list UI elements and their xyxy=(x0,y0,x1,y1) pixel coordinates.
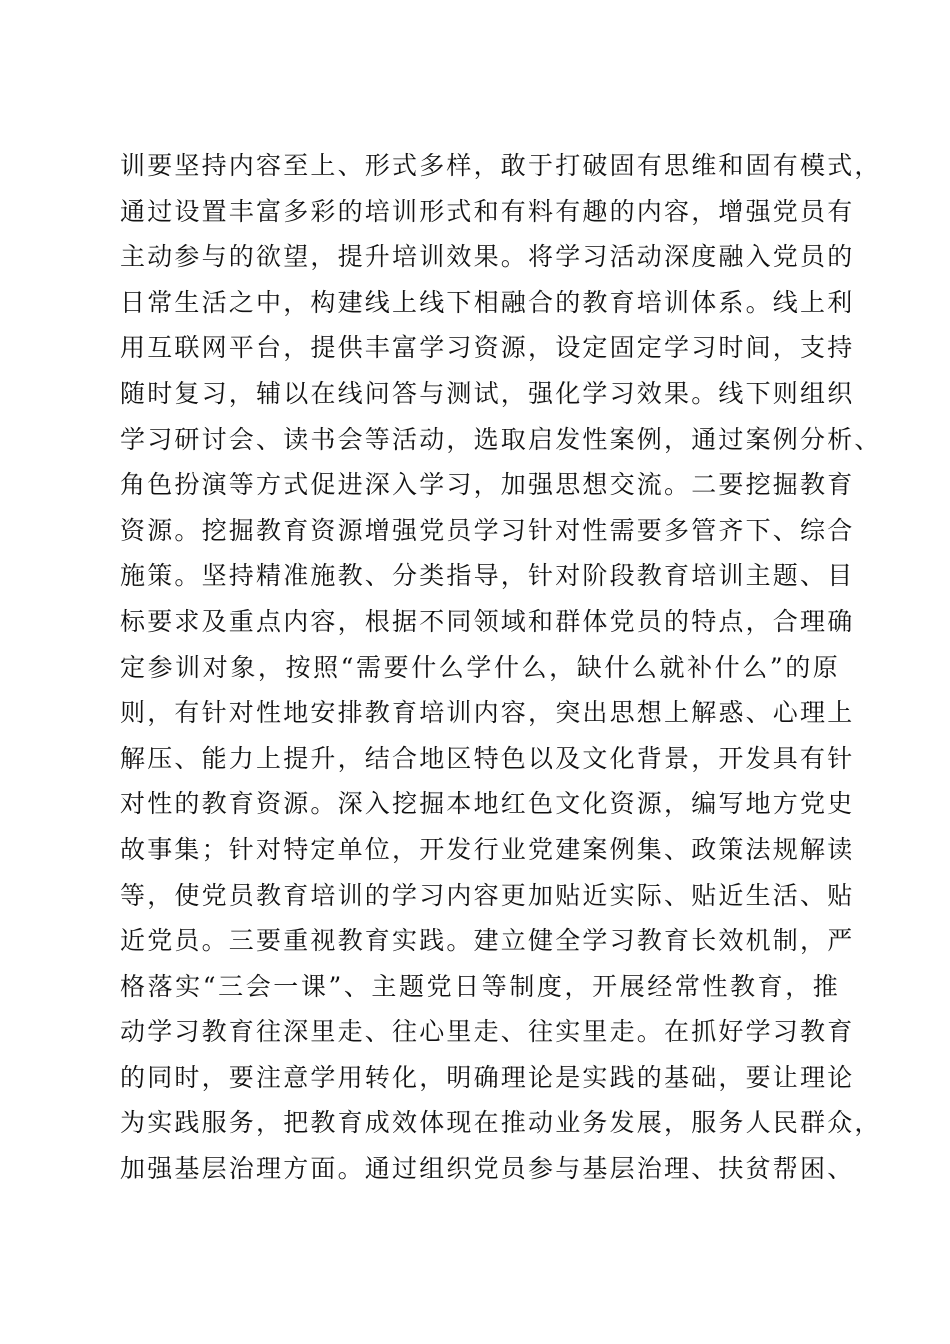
text-line-22: 为实践服务，把教育成效体现在推动业务发展，服务人民群众， xyxy=(120,1108,882,1138)
text-line-18: 近党员。三要重视教育实践。建立健全学习教育长效机制，严 xyxy=(120,926,855,956)
text-line-14: 解压、能力上提升，结合地区特色以及文化背景，开发具有针 xyxy=(120,743,855,773)
body-text xyxy=(120,143,882,1192)
text-line-9: 资源。挖掘教育资源增强党员学习针对性需要多管齐下、综合 xyxy=(120,515,855,545)
text-line-1: 训要坚持内容至上、形式多样，敢于打破固有思维和固有模式， xyxy=(120,151,882,180)
text-line-23: 加强基层治理方面。通过组织党员参与基层治理、扶贫帮困、 xyxy=(120,1154,855,1184)
text-line-3: 主动参与的欲望，提升培训效果。将学习活动深度融入党员的 xyxy=(120,242,855,272)
text-line-15: 对性的教育资源。深入挖掘本地红色文化资源，编写地方党史 xyxy=(120,789,855,819)
text-line-21: 的同时，要注意学用转化，明确理论是实践的基础，要让理论 xyxy=(120,1062,855,1092)
text-line-5: 用互联网平台，提供丰富学习资源，设定固定学习时间，支持 xyxy=(120,333,855,363)
text-line-11: 标要求及重点内容，根据不同领域和群体党员的特点，合理确 xyxy=(120,606,855,636)
text-line-17: 等，使党员教育培训的学习内容更加贴近实际、贴近生活、贴 xyxy=(120,880,855,910)
text-line-20: 动学习教育往深里走、往心里走、往实里走。在抓好学习教育 xyxy=(120,1017,855,1047)
text-line-13: 则，有针对性地安排教育培训内容，突出思想上解惑、心理上 xyxy=(120,698,855,728)
text-line-2: 通过设置丰富多彩的培训形式和有料有趣的内容，增强党员有 xyxy=(120,196,855,226)
text-line-16: 故事集；针对特定单位，开发行业党建案例集、政策法规解读 xyxy=(120,834,855,864)
text-line-8: 角色扮演等方式促进深入学习，加强思想交流。二要挖掘教育 xyxy=(120,470,855,500)
text-line-4: 日常生活之中，构建线上线下相融合的教育培训体系。线上利 xyxy=(120,287,855,317)
text-line-19: 格落实“三会一课”、主题党日等制度，开展经常性教育，推 xyxy=(120,971,840,1001)
text-line-10: 施策。坚持精准施教、分类指导，针对阶段教育培训主题、目 xyxy=(120,561,855,591)
text-line-6: 随时复习，辅以在线问答与测试，强化学习效果。线下则组织 xyxy=(120,378,855,408)
text-line-12: 定参训对象，按照“需要什么学什么，缺什么就补什么”的原 xyxy=(120,652,840,682)
text-line-7: 学习研讨会、读书会等活动，选取启发性案例，通过案例分析、 xyxy=(120,424,882,454)
